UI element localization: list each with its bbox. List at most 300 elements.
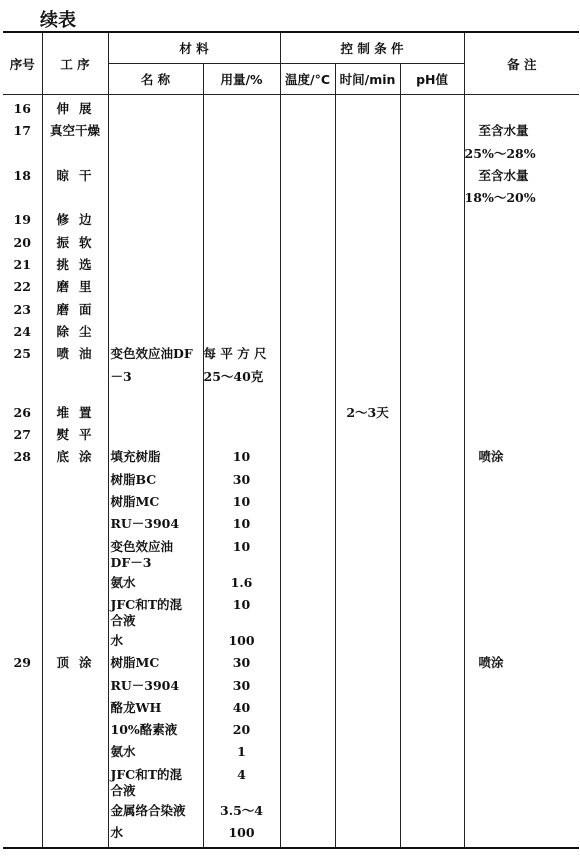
row-temperature: [280, 825, 335, 848]
row-remark: [464, 539, 579, 575]
row-material-name: －3: [108, 369, 203, 391]
row-time: [335, 655, 400, 677]
row-time: [335, 767, 400, 803]
header-ph: pH值: [400, 64, 464, 95]
row-material-name: [108, 95, 203, 124]
row-material-name: [108, 302, 203, 324]
row-amount: 30: [203, 472, 280, 494]
row-temperature: [280, 324, 335, 346]
row-remark: [464, 803, 579, 825]
row-ph: [400, 633, 464, 655]
row-remark: [464, 825, 579, 848]
row-ph: [400, 472, 464, 494]
row-process: [42, 539, 108, 575]
page-title: 续表: [40, 10, 76, 31]
row-amount: [203, 279, 280, 301]
row-material-name: [108, 168, 203, 190]
row-amount: 10: [203, 516, 280, 538]
row-amount: 1.6: [203, 575, 280, 597]
row-process: 晾干: [42, 168, 108, 190]
row-amount: [203, 190, 280, 212]
table-row: [3, 449, 579, 471]
row-temperature: [280, 346, 335, 368]
row-material-name: 酪龙WH: [108, 700, 203, 722]
row-remark: 至含水量: [464, 123, 579, 145]
row-material-name: 填充树脂: [108, 449, 203, 471]
row-temperature: [280, 449, 335, 471]
row-remark: [464, 391, 579, 405]
row-temperature: [280, 539, 335, 575]
row-seq: 25: [3, 346, 42, 368]
row-ph: [400, 95, 464, 124]
row-remark: [464, 767, 579, 803]
row-seq: 17: [3, 123, 42, 145]
row-amount: 100: [203, 825, 280, 848]
table-row: [3, 803, 579, 825]
row-temperature: [280, 803, 335, 825]
row-time: [335, 168, 400, 190]
row-process: [42, 494, 108, 516]
row-ph: [400, 146, 464, 168]
row-amount: [203, 146, 280, 168]
row-ph: [400, 767, 464, 803]
row-seq: [3, 516, 42, 538]
row-remark: 至含水量: [464, 168, 579, 190]
row-time: [335, 722, 400, 744]
row-seq: 22: [3, 279, 42, 301]
row-material-name: [108, 279, 203, 301]
row-remark: [464, 369, 579, 391]
row-time: [335, 803, 400, 825]
row-seq: [3, 700, 42, 722]
row-time: [335, 369, 400, 391]
row-ph: [400, 825, 464, 848]
row-material-name: 水: [108, 633, 203, 655]
row-material-name: 树脂BC: [108, 472, 203, 494]
table-row: [3, 123, 579, 145]
row-ph: [400, 449, 464, 471]
row-ph: [400, 405, 464, 427]
table-row: [3, 767, 579, 803]
row-process: [42, 633, 108, 655]
row-time: [335, 95, 400, 124]
row-time: [335, 235, 400, 257]
row-seq: [3, 190, 42, 212]
row-time: [335, 678, 400, 700]
row-material-name: JFC和T的混 合液: [108, 767, 203, 803]
row-material-name: [108, 257, 203, 279]
row-time: [335, 279, 400, 301]
row-ph: [400, 744, 464, 766]
row-seq: 24: [3, 324, 42, 346]
row-time: [335, 449, 400, 471]
row-amount: 3.5～4: [203, 803, 280, 825]
row-time: [335, 744, 400, 766]
row-ph: [400, 575, 464, 597]
row-temperature: [280, 472, 335, 494]
table-row: [3, 190, 579, 212]
row-amount: 40: [203, 700, 280, 722]
row-process: [42, 369, 108, 391]
row-seq: [3, 146, 42, 168]
row-material-name: [108, 324, 203, 346]
row-ph: [400, 700, 464, 722]
row-amount: 10: [203, 449, 280, 471]
row-temperature: [280, 302, 335, 324]
row-temperature: [280, 744, 335, 766]
row-seq: [3, 539, 42, 575]
row-time: [335, 472, 400, 494]
header-control: 控 制 条 件: [280, 32, 464, 64]
row-material-name: [108, 123, 203, 145]
row-material-name: [108, 391, 203, 405]
row-seq: [3, 369, 42, 391]
row-seq: [3, 391, 42, 405]
row-temperature: [280, 678, 335, 700]
row-process: [42, 722, 108, 744]
table-row: [3, 427, 579, 449]
row-remark: [464, 95, 579, 124]
row-remark: [464, 346, 579, 368]
row-ph: [400, 369, 464, 391]
row-amount: 30: [203, 678, 280, 700]
row-time: [335, 391, 400, 405]
row-seq: [3, 633, 42, 655]
table-row: [3, 516, 579, 538]
table-row: [3, 302, 579, 324]
row-remark: 喷涂: [464, 655, 579, 677]
process-table: [3, 31, 579, 849]
header-process: 工 序: [42, 32, 108, 95]
row-process: [42, 767, 108, 803]
row-time: [335, 123, 400, 145]
row-remark: [464, 678, 579, 700]
row-remark: [464, 722, 579, 744]
row-seq: 29: [3, 655, 42, 677]
row-material-name: 变色效应油 DF－3: [108, 539, 203, 575]
table-row: [3, 472, 579, 494]
table-row: [3, 633, 579, 655]
row-temperature: [280, 516, 335, 538]
table-row: [3, 146, 579, 168]
row-ph: [400, 302, 464, 324]
row-ph: [400, 722, 464, 744]
row-seq: 21: [3, 257, 42, 279]
row-material-name: 变色效应油DF: [108, 346, 203, 368]
row-process: 修边: [42, 212, 108, 234]
row-time: 2～3天: [335, 405, 400, 427]
row-ph: [400, 324, 464, 346]
row-seq: [3, 767, 42, 803]
table-body: [3, 95, 579, 849]
row-seq: 26: [3, 405, 42, 427]
row-amount: [203, 235, 280, 257]
row-ph: [400, 516, 464, 538]
row-process: 磨里: [42, 279, 108, 301]
table-row: [3, 391, 579, 405]
row-ph: [400, 678, 464, 700]
row-time: [335, 597, 400, 633]
row-material-name: [108, 146, 203, 168]
row-seq: [3, 494, 42, 516]
row-remark: [464, 235, 579, 257]
row-temperature: [280, 494, 335, 516]
row-time: [335, 516, 400, 538]
row-process: [42, 516, 108, 538]
row-time: [335, 257, 400, 279]
table-row: [3, 700, 579, 722]
row-amount: 30: [203, 655, 280, 677]
row-time: [335, 494, 400, 516]
table-row: [3, 369, 579, 391]
row-material-name: [108, 235, 203, 257]
row-remark: [464, 597, 579, 633]
header-temperature: 温度/°C: [280, 64, 335, 95]
row-remark: [464, 494, 579, 516]
row-process: [42, 700, 108, 722]
row-amount: [203, 212, 280, 234]
row-material-name: RU－3904: [108, 516, 203, 538]
header-materials: 材 料: [108, 32, 280, 64]
row-seq: [3, 825, 42, 848]
row-seq: [3, 597, 42, 633]
row-temperature: [280, 633, 335, 655]
row-remark: [464, 575, 579, 597]
header-amount: 用量/%: [203, 64, 280, 95]
row-temperature: [280, 212, 335, 234]
row-time: [335, 346, 400, 368]
row-process: [42, 678, 108, 700]
row-remark: [464, 405, 579, 427]
row-ph: [400, 427, 464, 449]
row-temperature: [280, 190, 335, 212]
row-time: [335, 324, 400, 346]
table-row: [3, 324, 579, 346]
table-row: [3, 235, 579, 257]
row-amount: 每 平 方 尺: [203, 346, 280, 368]
row-ph: [400, 168, 464, 190]
row-process: [42, 825, 108, 848]
table-row: [3, 494, 579, 516]
row-ph: [400, 494, 464, 516]
row-seq: 20: [3, 235, 42, 257]
row-material-name: [108, 427, 203, 449]
row-process: 顶涂: [42, 655, 108, 677]
row-amount: [203, 257, 280, 279]
row-temperature: [280, 597, 335, 633]
row-amount: 25～40克: [203, 369, 280, 391]
table-row: [3, 722, 579, 744]
row-process: 熨平: [42, 427, 108, 449]
row-amount: 10: [203, 494, 280, 516]
row-time: [335, 212, 400, 234]
row-material-name: 10%酪素液: [108, 722, 203, 744]
row-process: [42, 575, 108, 597]
row-amount: 100: [203, 633, 280, 655]
row-process: [42, 803, 108, 825]
row-material-name: RU－3904: [108, 678, 203, 700]
row-remark: [464, 427, 579, 449]
table-row: [3, 597, 579, 633]
row-remark: 喷涂: [464, 449, 579, 471]
row-material-name: 树脂MC: [108, 494, 203, 516]
row-seq: [3, 678, 42, 700]
row-seq: [3, 472, 42, 494]
row-process: [42, 744, 108, 766]
row-ph: [400, 539, 464, 575]
table-row: [3, 575, 579, 597]
row-amount: [203, 302, 280, 324]
row-remark: [464, 324, 579, 346]
row-material-name: 水: [108, 825, 203, 848]
row-temperature: [280, 95, 335, 124]
row-temperature: [280, 575, 335, 597]
row-process: 振软: [42, 235, 108, 257]
row-amount: 10: [203, 597, 280, 633]
table-row: [3, 168, 579, 190]
header-remarks: 备 注: [464, 32, 579, 95]
table-row: [3, 279, 579, 301]
row-ph: [400, 212, 464, 234]
row-ph: [400, 655, 464, 677]
row-material-name: [108, 190, 203, 212]
row-amount: 20: [203, 722, 280, 744]
row-process: [42, 391, 108, 405]
row-amount: [203, 168, 280, 190]
row-temperature: [280, 369, 335, 391]
row-amount: 10: [203, 539, 280, 575]
header-name: 名 称: [108, 64, 203, 95]
table-row: [3, 825, 579, 848]
table-row: [3, 678, 579, 700]
row-time: [335, 633, 400, 655]
row-ph: [400, 803, 464, 825]
table-row: [3, 539, 579, 575]
row-amount: [203, 95, 280, 124]
row-material-name: 金属络合染液: [108, 803, 203, 825]
row-temperature: [280, 123, 335, 145]
row-process: 挑选: [42, 257, 108, 279]
row-seq: 18: [3, 168, 42, 190]
row-ph: [400, 123, 464, 145]
row-temperature: [280, 235, 335, 257]
row-temperature: [280, 700, 335, 722]
row-seq: [3, 803, 42, 825]
row-ph: [400, 235, 464, 257]
row-process: [42, 190, 108, 212]
row-ph: [400, 597, 464, 633]
row-material-name: 树脂MC: [108, 655, 203, 677]
row-ph: [400, 257, 464, 279]
row-remark: 18%～20%: [464, 190, 579, 212]
row-temperature: [280, 257, 335, 279]
row-seq: [3, 744, 42, 766]
row-process: 真空干燥: [42, 123, 108, 145]
row-remark: [464, 279, 579, 301]
row-ph: [400, 391, 464, 405]
row-remark: [464, 212, 579, 234]
row-time: [335, 427, 400, 449]
table-row: [3, 655, 579, 677]
row-process: [42, 472, 108, 494]
row-temperature: [280, 655, 335, 677]
row-process: 堆置: [42, 405, 108, 427]
row-material-name: [108, 405, 203, 427]
row-amount: 1: [203, 744, 280, 766]
table-row: [3, 346, 579, 368]
row-seq: 27: [3, 427, 42, 449]
table-row: [3, 405, 579, 427]
row-seq: 16: [3, 95, 42, 124]
row-temperature: [280, 427, 335, 449]
row-remark: [464, 257, 579, 279]
row-material-name: JFC和T的混 合液: [108, 597, 203, 633]
row-remark: [464, 700, 579, 722]
row-ph: [400, 346, 464, 368]
row-remark: [464, 633, 579, 655]
row-remark: [464, 302, 579, 324]
row-amount: [203, 427, 280, 449]
row-seq: 28: [3, 449, 42, 471]
table-row: [3, 212, 579, 234]
row-ph: [400, 279, 464, 301]
row-process: [42, 597, 108, 633]
row-amount: [203, 391, 280, 405]
row-temperature: [280, 722, 335, 744]
row-amount: [203, 405, 280, 427]
row-temperature: [280, 168, 335, 190]
row-remark: [464, 472, 579, 494]
row-material-name: 氨水: [108, 744, 203, 766]
row-remark: 25%～28%: [464, 146, 579, 168]
row-seq: [3, 722, 42, 744]
row-amount: [203, 324, 280, 346]
table-row: [3, 257, 579, 279]
row-seq: 19: [3, 212, 42, 234]
row-process: 底涂: [42, 449, 108, 471]
row-temperature: [280, 279, 335, 301]
row-temperature: [280, 405, 335, 427]
header-seq: 序号: [3, 32, 42, 95]
row-time: [335, 146, 400, 168]
row-temperature: [280, 767, 335, 803]
row-temperature: [280, 146, 335, 168]
row-amount: [203, 123, 280, 145]
row-process: 磨面: [42, 302, 108, 324]
row-time: [335, 700, 400, 722]
row-material-name: 氨水: [108, 575, 203, 597]
header-time: 时间/min: [335, 64, 400, 95]
row-process: 伸展: [42, 95, 108, 124]
row-process: 除尘: [42, 324, 108, 346]
row-remark: [464, 744, 579, 766]
row-seq: 23: [3, 302, 42, 324]
row-ph: [400, 190, 464, 212]
row-process: [42, 146, 108, 168]
row-material-name: [108, 212, 203, 234]
row-temperature: [280, 391, 335, 405]
row-process: 喷油: [42, 346, 108, 368]
row-time: [335, 825, 400, 848]
row-time: [335, 539, 400, 575]
table-row: [3, 744, 579, 766]
row-seq: [3, 575, 42, 597]
row-time: [335, 190, 400, 212]
row-time: [335, 302, 400, 324]
table-row: [3, 95, 579, 124]
row-amount: 4: [203, 767, 280, 803]
row-remark: [464, 516, 579, 538]
